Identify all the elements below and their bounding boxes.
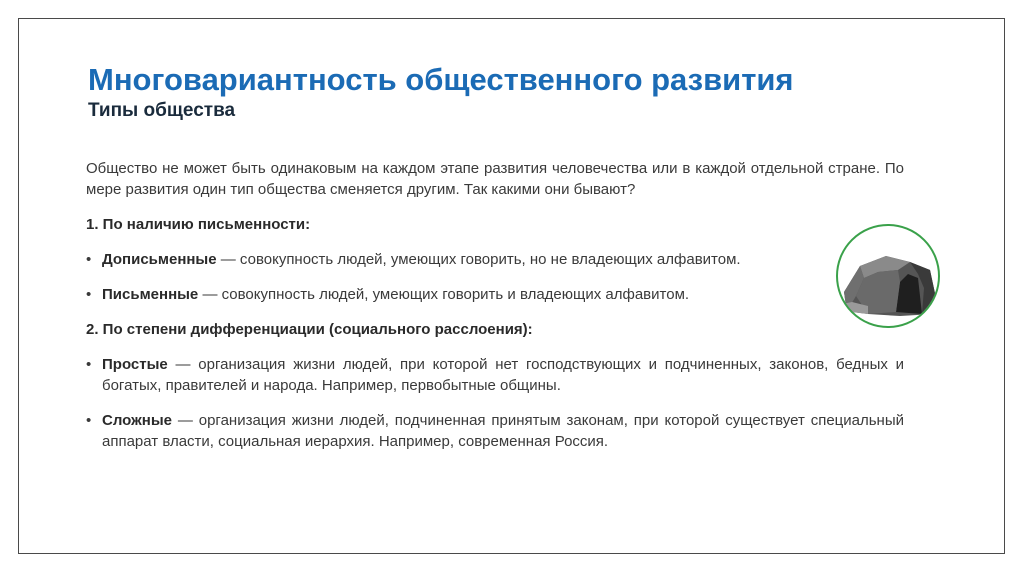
term: Простые bbox=[102, 356, 168, 373]
list-item bbox=[86, 354, 904, 396]
bullet-dot: • bbox=[86, 286, 92, 303]
list-item bbox=[86, 410, 904, 452]
definition: — организация жизни людей, подчиненная принятым законам, при которой существует специальный аппарат власти, социальная иерархия. Например, современная Россия. bbox=[102, 412, 904, 450]
cave-icon bbox=[836, 224, 940, 328]
page-title: Многовариантность общественного развития bbox=[88, 62, 794, 97]
slide-content bbox=[86, 158, 904, 466]
section1-heading: 1. По наличию письменности: bbox=[86, 216, 311, 233]
definition: — совокупность людей, умеющих говорить, но не владеющих алфавитом. bbox=[216, 251, 741, 268]
definition: — совокупность людей, умеющих говорить и владеющих алфавитом. bbox=[198, 286, 690, 303]
list-item bbox=[86, 249, 822, 270]
list-item bbox=[86, 284, 822, 305]
bullet-dot: • bbox=[86, 412, 92, 429]
section2-heading: 2. По степени дифференциации (социального расслоения): bbox=[86, 321, 533, 338]
term: Письменные bbox=[102, 286, 199, 303]
page-subtitle: Типы общества bbox=[88, 100, 236, 121]
term: Дописьменные bbox=[102, 251, 217, 268]
term: Сложные bbox=[102, 412, 172, 429]
definition: — организация жизни людей, при которой нет господствующих и подчиненных, законов, бедных и богатых, правителей и народа. Например, первобытные общины. bbox=[102, 356, 904, 394]
intro-paragraph: Общество не может быть одинаковым на каждом этапе развития человечества или в каждой отдельной стране. По мере развития один тип общества сменяется другим. Так какими они бывают? bbox=[86, 160, 904, 198]
bullet-dot: • bbox=[86, 251, 92, 268]
bullet-dot: • bbox=[86, 356, 92, 373]
